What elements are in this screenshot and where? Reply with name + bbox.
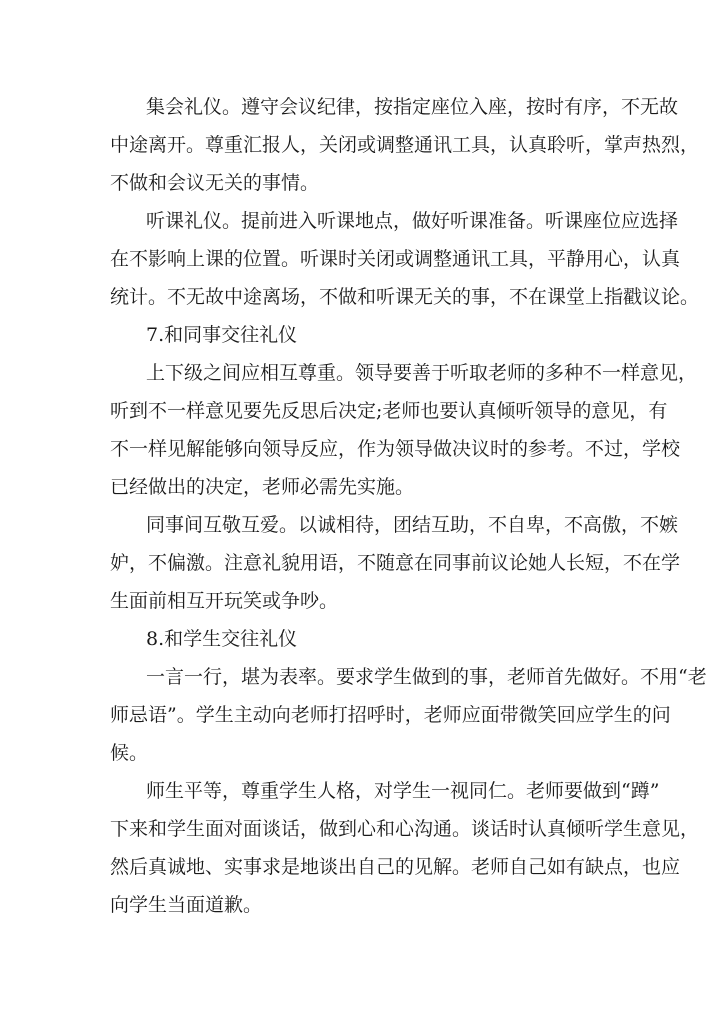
- paragraph: [110, 772, 700, 924]
- text-line: 7.和同事交往礼仪: [146, 324, 298, 346]
- text-line: 生面前相互开玩笑或争吵。: [110, 590, 339, 612]
- paragraph: [110, 88, 700, 202]
- section-heading: [110, 620, 615, 658]
- text-line: 不做和会议无关的事情。: [110, 172, 320, 194]
- paragraph: [110, 658, 707, 772]
- paragraph: [110, 202, 700, 316]
- text-line: 上下级之间应相互尊重。领导要善于听取老师的多种不一样意见，: [146, 362, 698, 384]
- paragraph: [110, 354, 698, 506]
- text-line: 在不影响上课的位置。听课时关闭或调整通讯工具，平静用心，认真: [110, 248, 681, 270]
- text-line: 然后真诚地、实事求是地谈出自己的见解。老师自己如有缺点，也应: [110, 856, 681, 878]
- text-line: 妒，不偏激。注意礼貌用语，不随意在同事前议论她人长短，不在学: [110, 552, 681, 574]
- text-line: 已经做出的决定，老师必需先实施。: [110, 476, 415, 498]
- text-line: 听到不一样意见要先反思后决定;老师也要认真倾听领导的意见，有: [110, 400, 668, 422]
- section-heading: [110, 316, 615, 354]
- text-line: 一言一行，堪为表率。要求学生做到的事，老师首先做好。不用“老: [146, 666, 707, 688]
- text-line: 师忌语”。学生主动向老师打招呼时，老师应面带微笑回应学生的问: [110, 704, 671, 726]
- document-body: [110, 88, 707, 924]
- text-line: 听课礼仪。提前进入听课地点，做好听课准备。听课座位应选择: [146, 210, 679, 232]
- text-line: 候。: [110, 742, 149, 764]
- text-line: 不一样见解能够向领导反应，作为领导做决议时的参考。不过，学校: [110, 438, 681, 460]
- text-line: 师生平等，尊重学生人格，对学生一视同仁。老师要做到“蹲”: [146, 780, 660, 802]
- paragraph: [110, 506, 681, 620]
- text-line: 下来和学生面对面谈话，做到心和心沟通。谈话时认真倾听学生意见，: [110, 818, 700, 840]
- text-line: 统计。不无故中途离场，不做和听课无关的事，不在课堂上指戳议论。: [110, 286, 700, 308]
- text-line: 8.和学生交往礼仪: [146, 628, 298, 650]
- text-line: 向学生当面道歉。: [110, 894, 263, 916]
- text-line: 集会礼仪。遵守会议纪律，按指定座位入座，按时有序，不无故: [146, 96, 679, 118]
- text-line: 同事间互敬互爱。以诚相待，团结互助，不自卑，不高傲，不嫉: [146, 514, 679, 536]
- text-line: 中途离开。尊重汇报人，关闭或调整通讯工具，认真聆听，掌声热烈，: [110, 134, 700, 156]
